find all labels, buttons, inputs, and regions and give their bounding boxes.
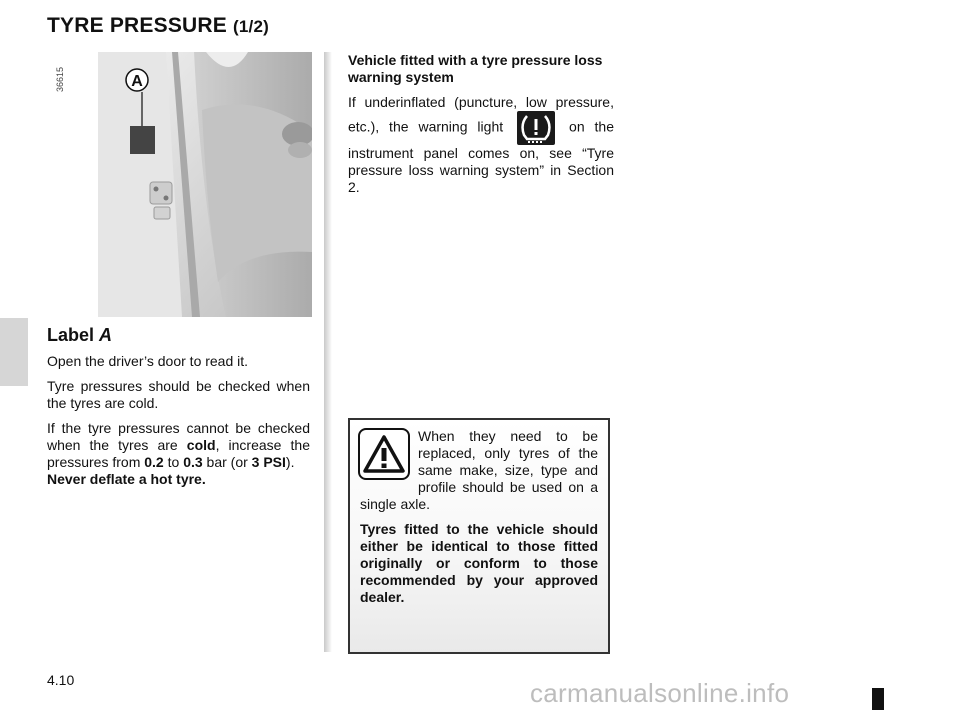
label-heading-text: Label	[47, 325, 95, 345]
never-deflate-warning: Never deflate a hot tyre.	[47, 471, 206, 487]
label-para-adjust	[47, 420, 310, 488]
adjust-text-5: ).	[285, 454, 295, 470]
warning-triangle-icon	[358, 428, 410, 480]
adjust-max-value: 0.3	[183, 454, 203, 470]
warning-system-text	[348, 94, 614, 196]
adjust-cold: cold	[186, 437, 216, 453]
adjust-psi-value: 3 PSI	[251, 454, 286, 470]
column-divider	[324, 52, 332, 652]
door-illustration	[98, 52, 312, 317]
adjust-min-value: 0.2	[144, 454, 164, 470]
warning-system-heading: Vehicle fitted with a tyre pressure loss warning system	[348, 52, 603, 85]
label-heading-letter: A	[99, 325, 113, 345]
section-tab	[0, 318, 28, 386]
label-para-open-door: Open the driver’s door to read it.	[47, 353, 249, 369]
tyre-pressure-warning-icon	[517, 111, 555, 145]
figure-callout-a: A	[131, 73, 143, 90]
figure-code: 36615	[55, 66, 65, 92]
note-identical-tyres: Tyres fitted to the vehicle should either be identical to those fitted originally or conform to those recommended by your approved dealer.	[360, 521, 598, 605]
label-para-check-cold: Tyre pressures should be checked when the tyres are cold.	[47, 378, 310, 411]
adjust-text-1: If the tyre pressures cannot be checked when the tyres are	[47, 420, 310, 453]
adjust-text-4: bar (or	[202, 454, 252, 470]
label-a-marker	[130, 126, 155, 154]
adjust-text-3: to	[163, 454, 184, 470]
title-main: TYRE PRESSURE	[47, 14, 227, 37]
warning-text-end: on the instrument panel comes on, see “Tyre pressure loss warning system” in Section 2.	[348, 118, 615, 195]
warning-system-section	[348, 52, 614, 196]
adjust-text-2: , increase the pressures from	[47, 437, 310, 470]
page-number: 4.10	[47, 672, 75, 688]
watermark: carmanualsonline.info	[530, 678, 790, 708]
corner-marker	[872, 688, 884, 710]
label-section	[47, 327, 310, 496]
page-title	[47, 14, 269, 38]
label-heading	[47, 327, 310, 344]
tyre-replacement-note	[348, 418, 610, 654]
note-same-tyres: When they need to be replaced, only tyres of the same make, size, type and profile should be used on a single axle.	[360, 428, 598, 512]
warning-text-start: If underinflated (puncture, low pressure, etc.), the warning light	[348, 94, 614, 135]
title-part: (1/2)	[233, 17, 269, 36]
